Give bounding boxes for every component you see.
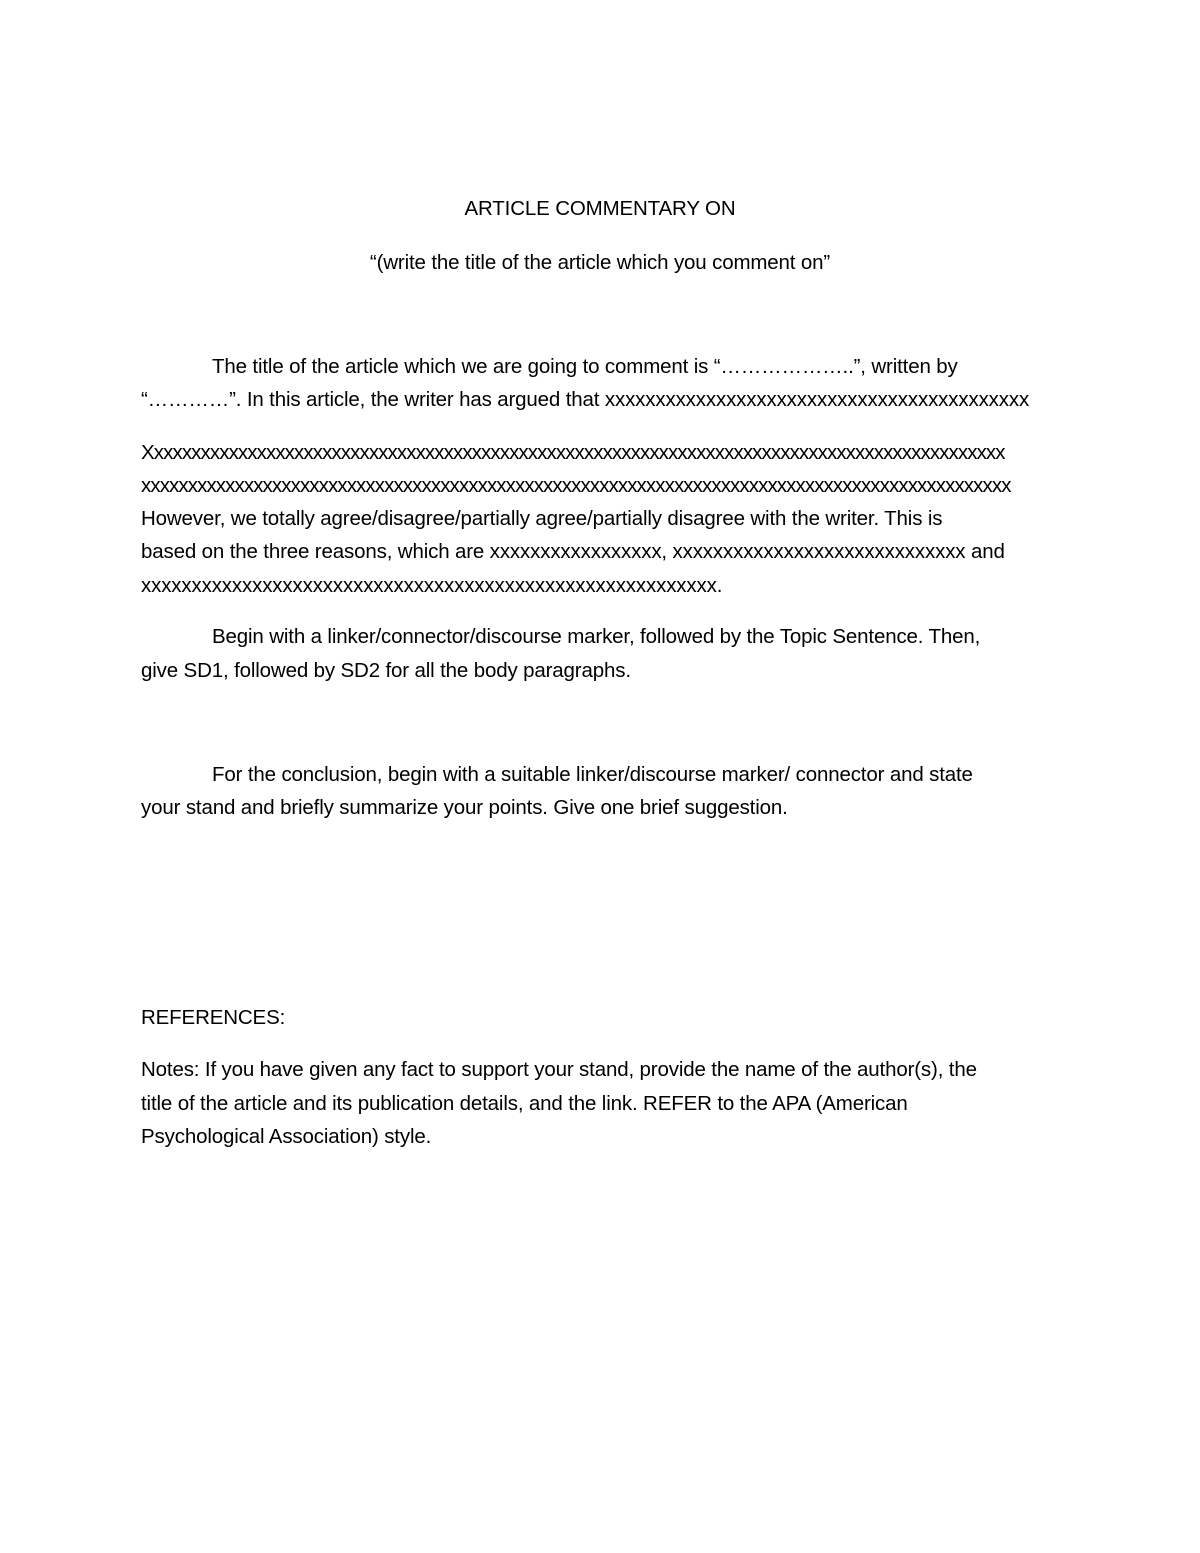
document-heading: ARTICLE COMMENTARY ON [464,197,736,220]
body-line-2: give SD1, followed by SD2 for all the body paragraphs. [141,659,631,682]
document-subheading: “(write the title of the article which you comment on” [369,251,831,274]
intro-line-6: based on the three reasons, which are xxxxxxxxxxxxxxxxx, xxxxxxxxxxxxxxxxxxxxxxxxxxxxx and [141,540,1005,563]
intro-line-2: “…………”. In this article, the writer has argued that xxxxxxxxxxxxxxxxxxxxxxxxxxxxxxxxxxxxxxxxxx [141,388,1030,411]
notes-line-3: Psychological Association) style. [141,1125,432,1148]
conclusion-line-1: For the conclusion, begin with a suitable linker/discourse marker/ connector and state [212,763,973,786]
intro-line-7: xxxxxxxxxxxxxxxxxxxxxxxxxxxxxxxxxxxxxxxxxxxxxxxxxxxxxxxxx. [141,574,723,597]
notes-line-2: title of the article and its publication details, and the link. REFER to the APA (American [141,1092,908,1115]
notes-line-1: Notes: If you have given any fact to support your stand, provide the name of the author(s), the [141,1058,977,1081]
conclusion-line-2: your stand and briefly summarize your points. Give one brief suggestion. [141,796,788,819]
intro-line-4: xxxxxxxxxxxxxxxxxxxxxxxxxxxxxxxxxxxxxxxxxxxxxxxxxxxxxxxxxxxxxxxxxxxxxxxxxxxxxxxxxxxxxxxxxxxxx [141,474,1011,497]
references-heading: REFERENCES: [141,1006,286,1029]
intro-line-1: The title of the article which we are going to comment is “………………..”, written by [212,355,958,378]
intro-line-5: However, we totally agree/disagree/partially agree/partially disagree with the writer. This is [141,507,943,530]
body-line-1: Begin with a linker/connector/discourse marker, followed by the Topic Sentence. Then, [212,625,981,648]
intro-line-3: Xxxxxxxxxxxxxxxxxxxxxxxxxxxxxxxxxxxxxxxxxxxxxxxxxxxxxxxxxxxxxxxxxxxxxxxxxxxxxxxxxxxxxxxxxxxx [141,441,1005,464]
